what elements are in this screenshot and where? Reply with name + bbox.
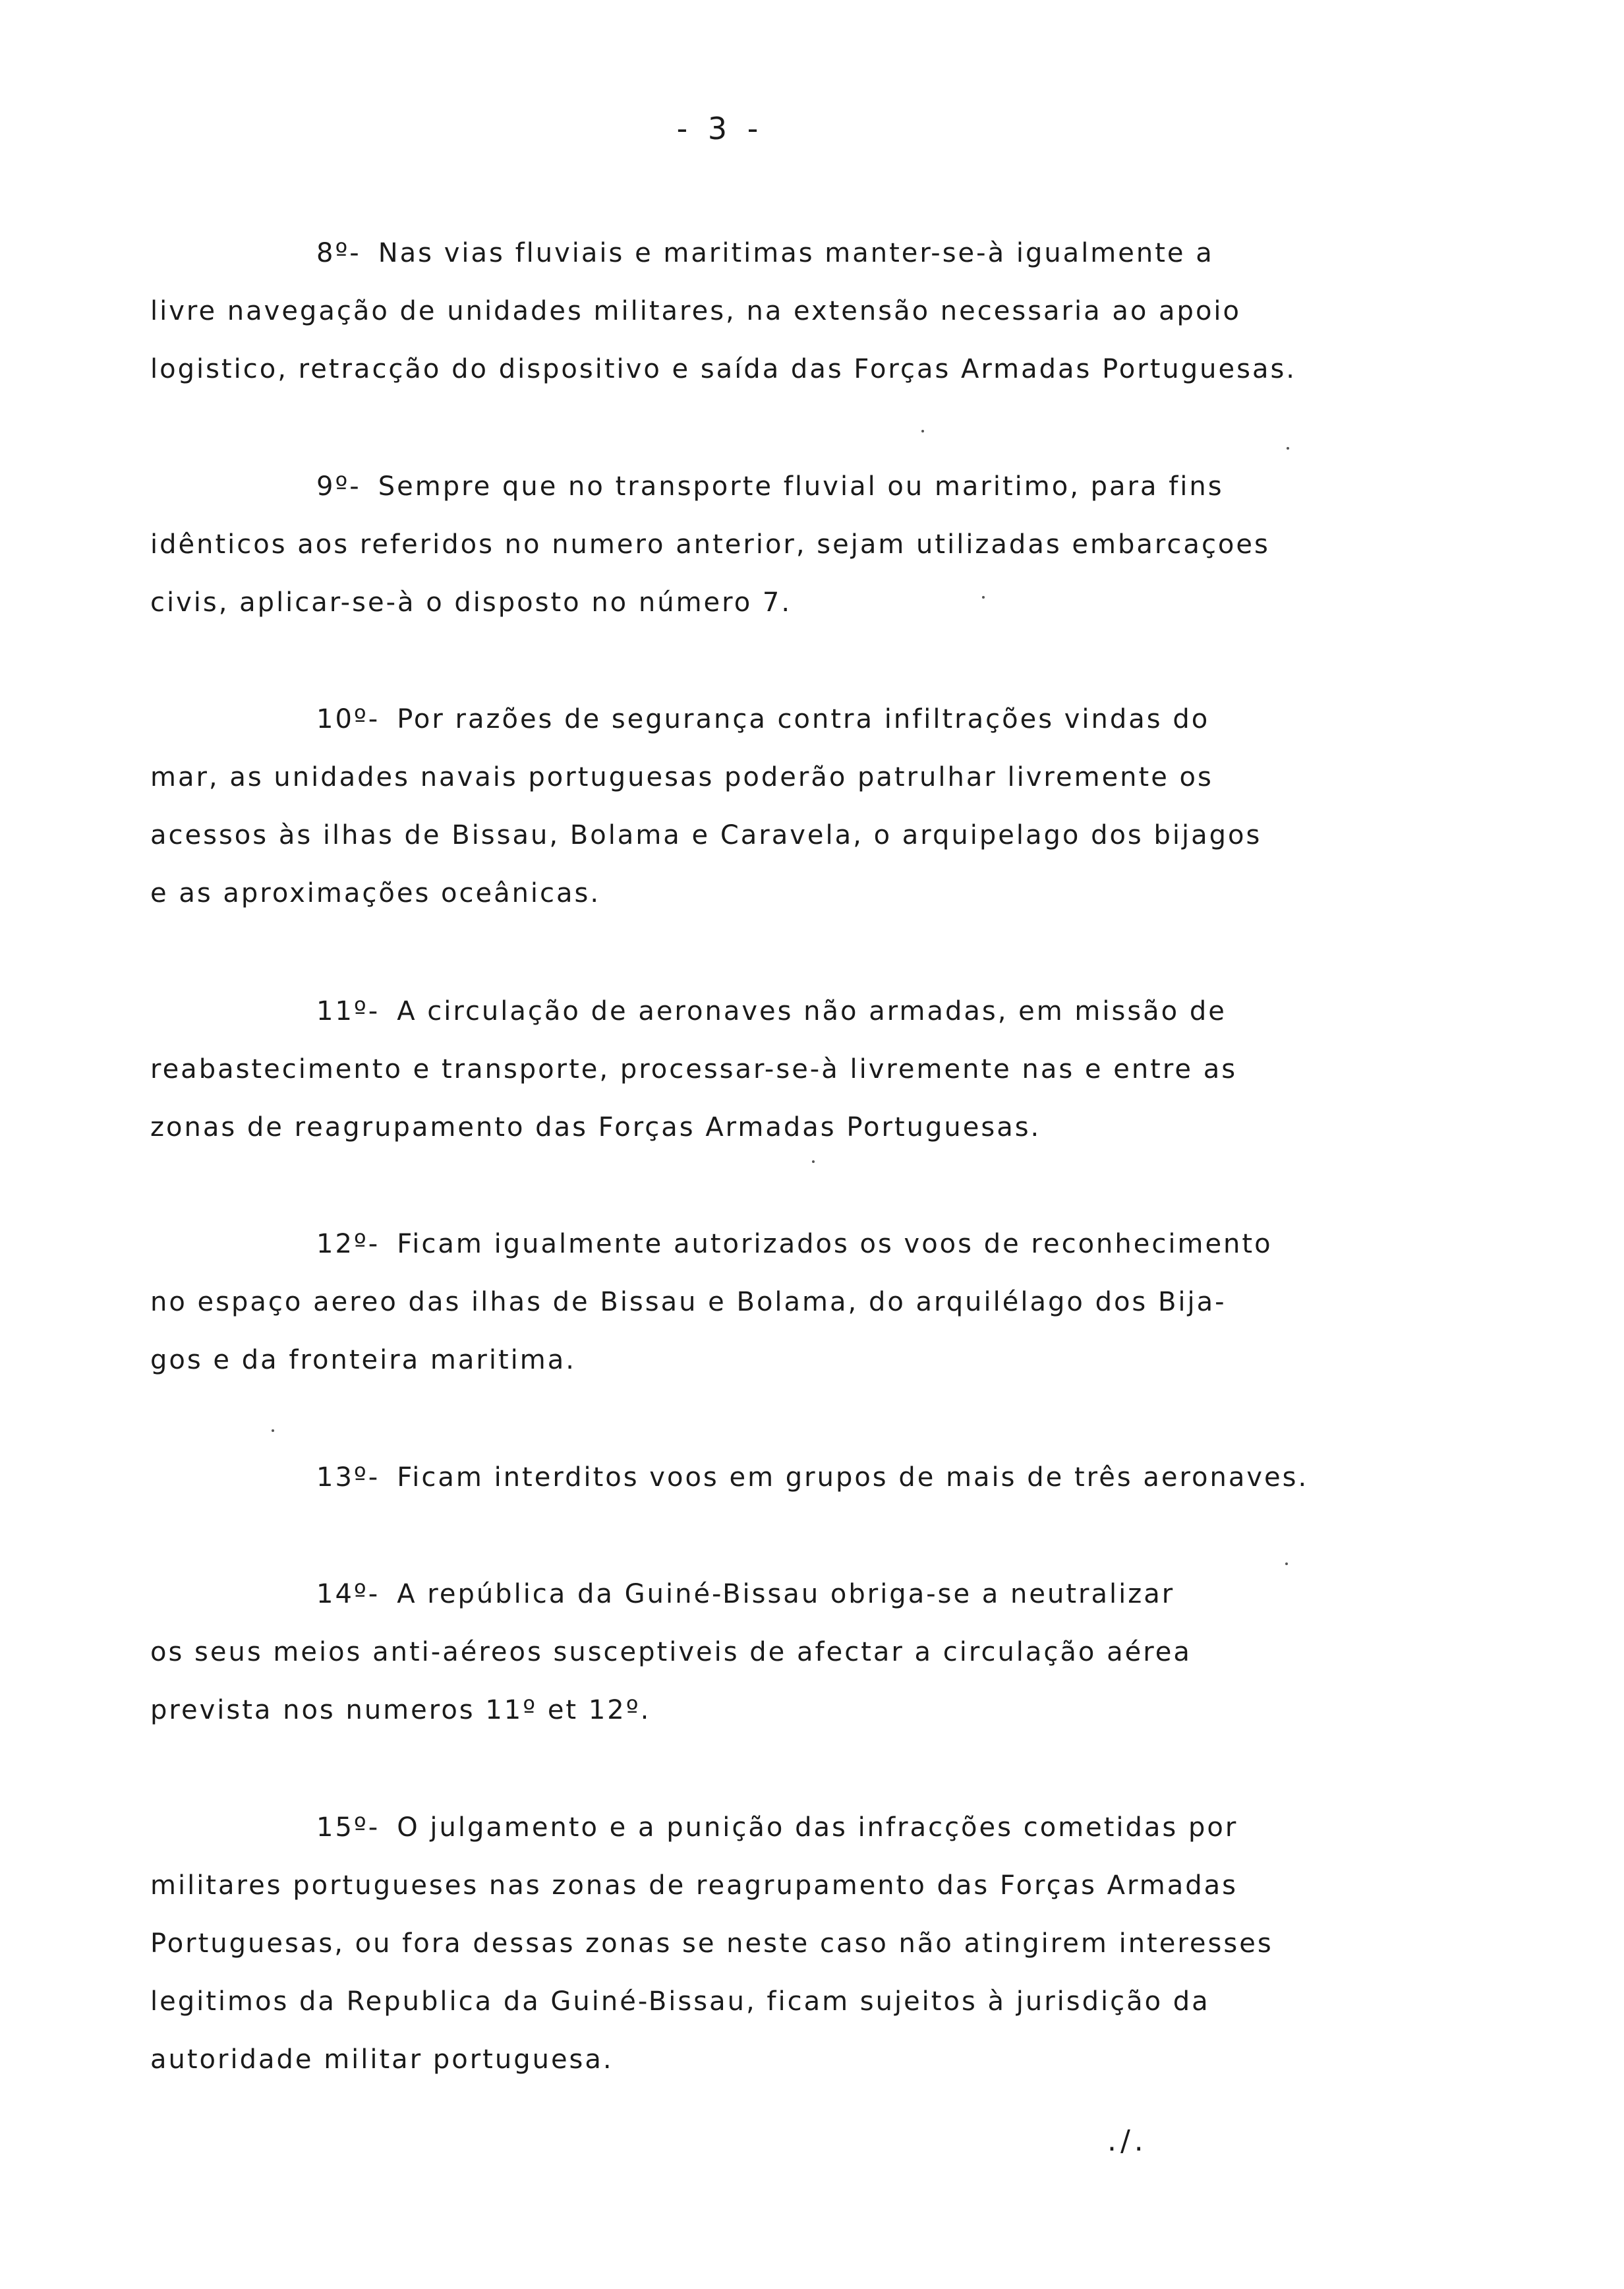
paragraph-line: legitimos da Republica da Guiné-Bissau, ficam sujeitos à jurisdição da [150,1986,1210,2017]
paragraph-line: 13º- Ficam interditos voos em grupos de mais de três aeronaves. [316,1462,1309,1493]
paragraph-number: 10º- [316,704,380,734]
scan-speck [1285,1562,1288,1565]
paragraph-line: os seus meios anti-aéreos susceptiveis de afectar a circulação aérea [150,1637,1192,1667]
paragraph-line: zonas de reagrupamento das Forças Armadas Portuguesas. [150,1112,1041,1143]
paragraph-15 [150,1798,1383,2089]
paragraph-line: e as aproximações oceânicas. [150,878,601,908]
paragraph-line: 11º- A circulação de aeronaves não armadas, em missão de [316,996,1227,1026]
paragraph-10 [150,690,1383,922]
paragraph-line: 12º- Ficam igualmente autorizados os voos de reconhecimento [316,1229,1273,1259]
paragraph-line: 15º- O julgamento e a punição das infracções cometidas por [316,1812,1238,1843]
paragraph-line: idênticos aos referidos no numero anterior, sejam utilizadas embarcaçoes [150,529,1270,560]
paragraph-line: 8º- Nas vias fluviais e maritimas manter-se-à igualmente a [316,238,1214,268]
paragraph-line: gos e da fronteira maritima. [150,1345,576,1375]
paragraph-11 [150,982,1383,1156]
paragraph-line: prevista nos numeros 11º et 12º. [150,1695,651,1725]
scan-speck [982,596,985,599]
paragraph-line: militares portugueses nas zonas de reagrupamento das Forças Armadas [150,1870,1238,1901]
paragraph-number: 12º- [316,1229,380,1259]
scan-speck [812,1160,815,1163]
paragraph-line: acessos às ilhas de Bissau, Bolama e Caravela, o arquipelago dos bijagos [150,820,1262,850]
paragraph-line: 9º- Sempre que no transporte fluvial ou maritimo, para fins [316,471,1224,502]
paragraph-line: 10º- Por razões de segurança contra infiltrações vindas do [316,704,1210,734]
paragraph-8 [150,224,1383,398]
scan-speck [1287,447,1289,450]
paragraph-line: reabastecimento e transporte, processar-se-à livremente nas e entre as [150,1054,1238,1085]
paragraph-line: 14º- A república da Guiné-Bissau obriga-se a neutralizar [316,1579,1175,1609]
paragraph-number: 11º- [316,996,380,1026]
paragraph-number: 15º- [316,1812,380,1843]
paragraph-14 [150,1565,1383,1739]
paragraph-12 [150,1215,1383,1389]
scan-speck [272,1429,274,1432]
paragraph-number: 13º- [316,1462,380,1493]
paragraph-line: mar, as unidades navais portuguesas poderão patrulhar livremente os [150,762,1213,792]
paragraph-line: autoridade militar portuguesa. [150,2044,614,2075]
paragraph-13 [150,1448,1383,1506]
paragraph-line: no espaço aereo das ilhas de Bissau e Bolama, do arquilélago dos Bija- [150,1287,1227,1317]
paragraph-line: logistico, retracção do dispositivo e saída das Forças Armadas Portuguesas. [150,354,1297,384]
paragraph-line: livre navegação de unidades militares, na extensão necessaria ao apoio [150,296,1241,326]
scan-speck [921,430,924,432]
paragraph-9 [150,458,1383,632]
continuation-mark: ./. [1107,2124,1147,2158]
paragraph-line: Portuguesas, ou fora dessas zonas se neste caso não atingirem interesses [150,1928,1273,1959]
paragraph-number: 8º- [316,238,361,268]
page-number: - 3 - [676,111,764,146]
paragraph-number: 14º- [316,1579,380,1609]
paragraph-number: 9º- [316,471,361,502]
paragraph-line: civis, aplicar-se-à o disposto no número 7. [150,587,792,618]
